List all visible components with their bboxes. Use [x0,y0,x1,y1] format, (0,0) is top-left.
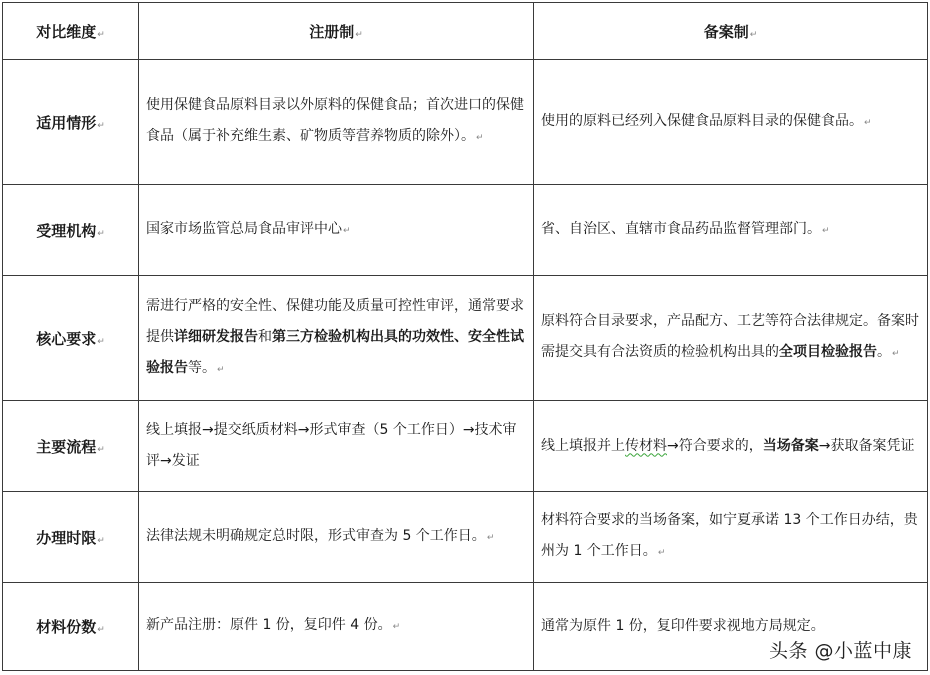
registration-cell: 需进行严格的安全性、保健功能及质量可控性审评，通常要求提供详细研发报告和第三方检验机构出具的功效性、安全性试验报告等。↵ [139,276,534,401]
filing-cell: 线上填报并上传材料→符合要求的，当场备案→获取备案凭证 [534,401,928,492]
row-dimension: 办理时限↵ [3,492,139,583]
registration-cell: 使用保健食品原料目录以外原料的保健食品；首次进口的保健食品（属于补充维生素、矿物质等营养物质的除外）。↵ [139,60,534,185]
row-dimension: 核心要求↵ [3,276,139,401]
table-row [3,276,928,401]
row-dimension: 主要流程↵ [3,401,139,492]
filing-cell: 材料符合要求的当场备案，如宁夏承诺 13 个工作日办结，贵州为 1 个工作日。↵ [534,492,928,583]
filing-cell: 使用的原料已经列入保健食品原料目录的保健食品。↵ [534,60,928,185]
filing-cell: 通常为原件 1 份，复印件要求视地方局规定。 [534,583,928,671]
header-row [3,3,928,60]
registration-cell: 新产品注册：原件 1 份，复印件 4 份。↵ [139,583,534,671]
table-row [3,401,928,492]
registration-cell: 法律法规未明确规定总时限，形式审查为 5 个工作日。↵ [139,492,534,583]
row-dimension: 材料份数↵ [3,583,139,671]
comparison-table [2,2,928,671]
table-row [3,60,928,185]
header-filing: 备案制↵ [534,3,928,60]
table-row [3,185,928,276]
filing-cell: 省、自治区、直辖市食品药品监督管理部门。↵ [534,185,928,276]
registration-cell: 线上填报→提交纸质材料→形式审查（5 个工作日）→技术审评→发证 [139,401,534,492]
table-row [3,492,928,583]
filing-cell: 原料符合目录要求，产品配方、工艺等符合法律规定。备案时需提交具有合法资质的检验机构出具的全项目检验报告。↵ [534,276,928,401]
watermark: 头条 @小蓝中康 [768,640,912,662]
row-dimension: 受理机构↵ [3,185,139,276]
header-dimension: 对比维度↵ [3,3,139,60]
header-registration: 注册制↵ [139,3,534,60]
registration-cell: 国家市场监管总局食品审评中心↵ [139,185,534,276]
row-dimension: 适用情形↵ [3,60,139,185]
